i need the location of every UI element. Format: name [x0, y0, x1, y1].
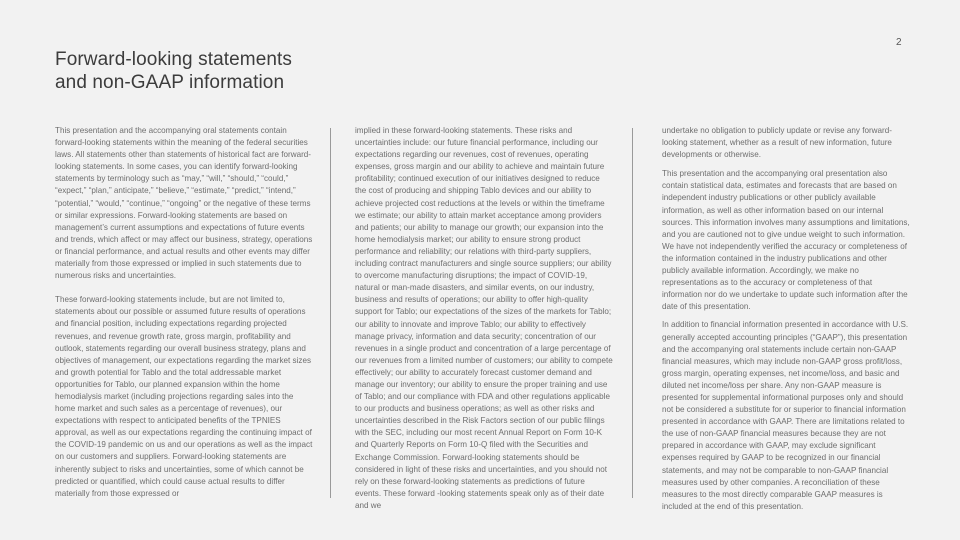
column-divider-1: [330, 128, 331, 498]
risk-factors-paragraph: implied in these forward-looking statements. These risks and uncertainties include: our future financial performance, including our expectations regarding our revenues, cost of revenues, operating expenses, gross margin and our ability to achieve and maintain future profitability; continued execution of our initiatives designed to reduce the cost of producing and shipping Tablo devices and our ability to achieve projected cost reductions at the levels or within the timeframe we estimate; our ability to attain market acceptance among providers and patients; our ability to manage our growth; our expansion into the home hemodialysis market; our ability to ensure strong product performance and reliability; our relations with third-party suppliers, including contract manufacturers and single source suppliers; our ability to overcome manufacturing disruptions; the impact of COVID-19, natural or man-made disasters, and similar events, on our industry, business and results of operations; our ability to offer high-quality support for Tablo; our expectations of the sizes of the markets for Tablo; our ability to innovate and improve Tablo; our ability to effectively manage privacy, information and data security; concentration of our revenues in a single product and concentration of a large percentage of our revenues from a limited number of customers; our ability to compete effectively; our ability to accurately forecast customer demand and manage our inventory; our ability to ensure the proper training and use of Tablo; and our compliance with FDA and other regulations applicable to our products and business operations; as well as other risks and uncertainties described in the Risk Factors section of our public filings with the SEC, including our most recent Annual Report on Form 10-K and Quarterly Reports on Form 10-Q filed with the Securities and Exchange Commission. Forward-looking statements should be considered in light of these risks and uncertainties, and you should not rely on these forward-looking statements as predictions of future events. These forward -looking statements speak only as of their date and we: [355, 126, 613, 510]
text-column-3: [662, 125, 912, 513]
slide-title-line-2: and non-GAAP information: [55, 72, 285, 93]
text-column-1: [55, 125, 313, 500]
no-update-obligation-paragraph: undertake no obligation to publicly update or revise any forward-looking statement, whether as a result of new information, future developments or otherwise.: [662, 126, 892, 160]
page-number: 2: [896, 37, 902, 48]
forward-looking-scope-paragraph: These forward-looking statements include, but are not limited to, statements about our possible or assumed future results of operations and financial position, including expectations regarding projected revenues, and revenue growth rate, gross margin, profitability and outlook, statements regarding our overall business strategy, plans and objectives of management, our expectations regarding the market sizes and growth potential for Tablo and the total addressable market opportunities for Tablo, our planned expansion within the home hemodialysis market (including projections regarding sales into the home market and such sales as a percentage of revenues), our expectations with respect to anticipated benefits of the TPNIES approval, as well as our expectations regarding the continuing impact of the COVID-19 pandemic on us and our operations as well as the impact on our customers and suppliers. Forward-looking statements are inherently subject to risks and uncertainties, some of which cannot be predicted or quantified, which could cause actual results to differ materially from those expressed or: [55, 295, 313, 498]
slide-title-line-1: Forward-looking statements: [55, 49, 293, 70]
slide-title: [55, 48, 292, 94]
industry-data-paragraph: This presentation and the accompanying oral presentation also contain statistical data, estimates and forecasts that are based on independent industry publications or other publicly available information, as well as other information based on our internal sources. This information involves many assumptions and limitations, and you are cautioned not to give undue weight to such information. We have not independently verified the accuracy or completeness of the information contained in the industry publications and other publicly available information. Accordingly, we make no representations as to the accuracy or completeness of that information nor do we undertake to update such information after the date of this presentation.: [662, 169, 910, 312]
non-gaap-paragraph: In addition to financial information presented in accordance with U.S. generally accepted accounting principles (“GAAP”), this presentation and the accompanying oral statements include certain non-GAAP financial measures, which may include non-GAAP gross profit/loss, gross margin, operating expenses, net income/loss, and basic and diluted net income/loss per share. Any non-GAAP measure is presented for supplemental informational purposes only and should not be considered a substitute for or superior to financial information presented in accordance with GAAP. There are limitations related to the use of non-GAAP financial measures because they are not prepared in accordance with GAAP, may exclude significant expenses required by GAAP to be recognized in our financial statements, and may not be comparable to non-GAAP financial measures used by other companies. A reconciliation of these measures to the most directly comparable GAAP measures is included at the end of this presentation.: [662, 320, 909, 511]
forward-looking-intro-paragraph: This presentation and the accompanying oral statements contain forward-looking statements within the meaning of the federal securities laws. All statements other than statements of historical fact are forward-looking statements. In some cases, you can identify forward-looking statements by terminology such as “may,” “will,” “should,” “could,” “expect,” “plan,” anticipate,” “believe,” “estimate,” “predict,” “intend,” “potential,” “would,” “continue,” “ongoing” or the negative of these terms or similar expressions. Forward-looking statements are based on management’s current assumptions and expectations of future events and trends, which affect or may affect our business, strategy, operations or financial performance, and actual results and other events may differ materially from those expressed or implied in such statements due to numerous risks and uncertainties.: [55, 126, 313, 281]
column-divider-2: [632, 128, 633, 498]
text-column-2: [355, 125, 613, 512]
